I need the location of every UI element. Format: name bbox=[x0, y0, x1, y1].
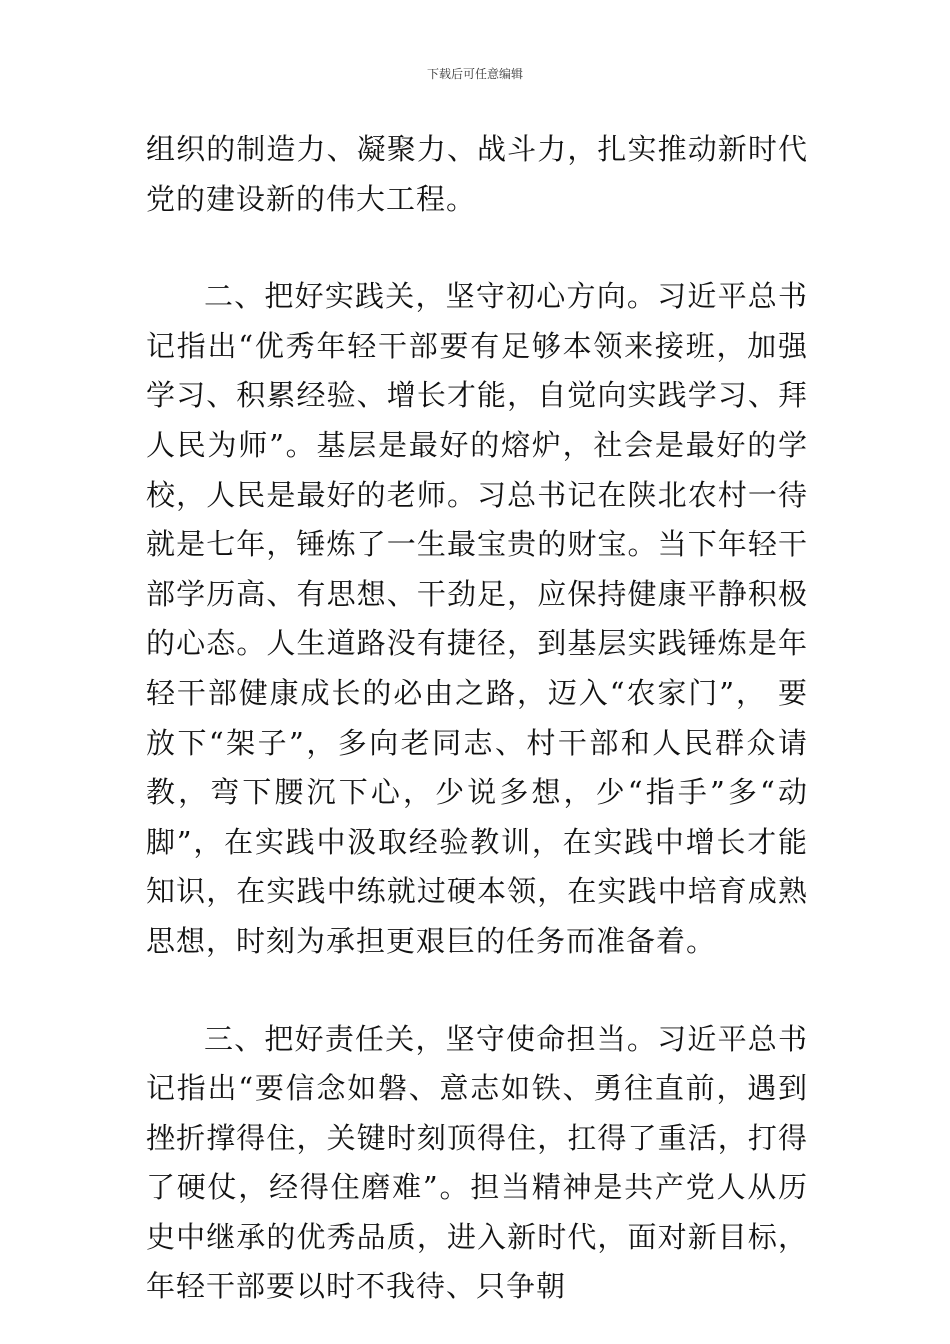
header-note: 下载后可任意编辑 bbox=[426, 67, 523, 81]
paragraph-gap bbox=[146, 224, 808, 272]
paragraph-section-two: 二、把好实践关，坚守初心方向。习近平总书记指出“优秀年轻干部要有足够本领来接班，加强学习、积累经验、增长才能，自觉向实践学习、拜人民为师”。基层是最好的熔炉，社会是最好的学校，人民是最好的老师。习总书记在陕北农村一待就是七年，锤炼了一生最宝贵的财宝。当下年轻干部学历高、有思想、干劲足，应保持健康平静积极的心态。人生道路没有捷径，到基层实践锤炼是年轻干部健康成长的必由之路，迈入“农家门”， 要放下“架子”，多向老同志、村干部和人民群众请教，弯下腰沉下心，少说多想，少“指手”多“动脚”，在实践中汲取经验教训，在实践中增长才能知识，在实践中练就过硬本领，在实践中培育成熟思想，时刻为承担更艰巨的任务而准备着。 bbox=[146, 279, 808, 958]
paragraph-continuation: 组织的制造力、凝聚力、战斗力，扎实推动新时代党的建设新的伟大工程。 bbox=[146, 132, 808, 216]
document-body bbox=[146, 125, 808, 1312]
paragraph-section-three: 三、把好责任关，坚守使命担当。习近平总书记指出“要信念如磐、意志如铁、勇往直前，遇到挫折撑得住，关键时刻顶得住，扛得了重活，打得了硬仗，经得住磨难”。担当精神是共产党人从历史中继承的优秀品质，进入新时代，面对新目标，年轻干部要以时不我待、只争朝 bbox=[146, 1021, 808, 1304]
paragraph-gap bbox=[146, 967, 808, 1015]
